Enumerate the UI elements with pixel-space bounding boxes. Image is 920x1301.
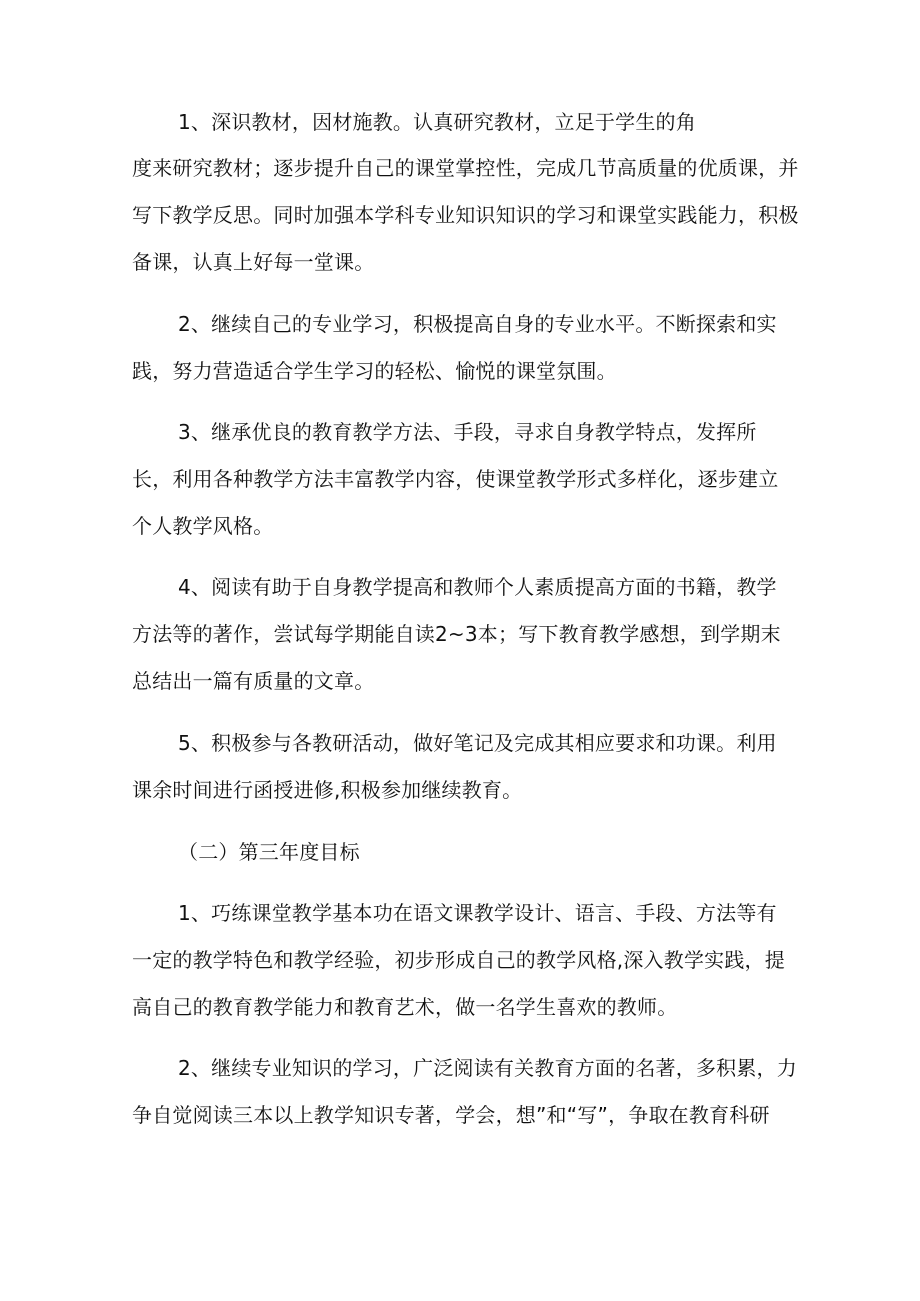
section-heading: （二）第三年度目标 <box>178 840 360 864</box>
paragraph-2-line-2: 践，努力营造适合学生学习的轻松、愉悦的课堂氛围。 <box>132 359 617 383</box>
paragraph-3-line-3: 个人教学风格。 <box>132 514 274 538</box>
paragraph-7-line-2: 争自觉阅读三本以上教学知识专著，学会，想”和“写”，争取在教育科研 <box>132 1103 770 1127</box>
paragraph-6-line-1: 1、巧练课堂教学基本功在语文课教学设计、语言、手段、方法等有 <box>178 901 777 925</box>
paragraph-1-line-1: 1、深识教材，因材施教。认真研究教材，立足于学生的角 <box>178 110 696 134</box>
paragraph-2-line-1: 2、继续自己的专业学习，积极提高自身的专业水平。不断探索和实 <box>178 312 777 336</box>
paragraph-5-line-2: 课余时间进行函授进修,积极参加继续教育。 <box>132 778 523 802</box>
paragraph-3-line-1: 3、继承优良的教育教学方法、手段，寻求自身教学特点，发挥所 <box>178 420 757 444</box>
paragraph-1-line-3: 写下教学反思。同时加强本学科专业知识知识的学习和课堂实践能力，积极 <box>132 203 799 227</box>
paragraph-4-line-2: 方法等的著作，尝试每学期能自读2~3本；写下教育教学感想，到学期末 <box>132 622 781 646</box>
paragraph-4-line-3: 总结出一篇有质量的文章。 <box>132 669 375 693</box>
paragraph-3-line-2: 长，利用各种教学方法丰富教学内容，使课堂教学形式多样化，逐步建立 <box>132 467 779 491</box>
paragraph-5-line-1: 5、积极参与各教研活动，做好笔记及完成其相应要求和功课。利用 <box>178 731 777 755</box>
paragraph-1-line-4: 备课，认真上好每一堂课。 <box>132 250 375 274</box>
paragraph-6-line-3: 高自己的教育教学能力和教育艺术，做一名学生喜欢的教师。 <box>132 995 678 1019</box>
paragraph-4-line-1: 4、阅读有助于自身教学提高和教师个人素质提高方面的书籍，教学 <box>178 575 777 599</box>
paragraph-7-line-1: 2、继续专业知识的学习，广泛阅读有关教育方面的名著，多积累，力 <box>178 1056 797 1080</box>
paragraph-6-line-2: 一定的教学特色和教学经验，初步形成自己的教学风格,深入教学实践，提 <box>132 948 785 972</box>
paragraph-1-line-2: 度来研究教材；逐步提升自己的课堂掌控性，完成几节高质量的优质课，并 <box>132 156 799 180</box>
